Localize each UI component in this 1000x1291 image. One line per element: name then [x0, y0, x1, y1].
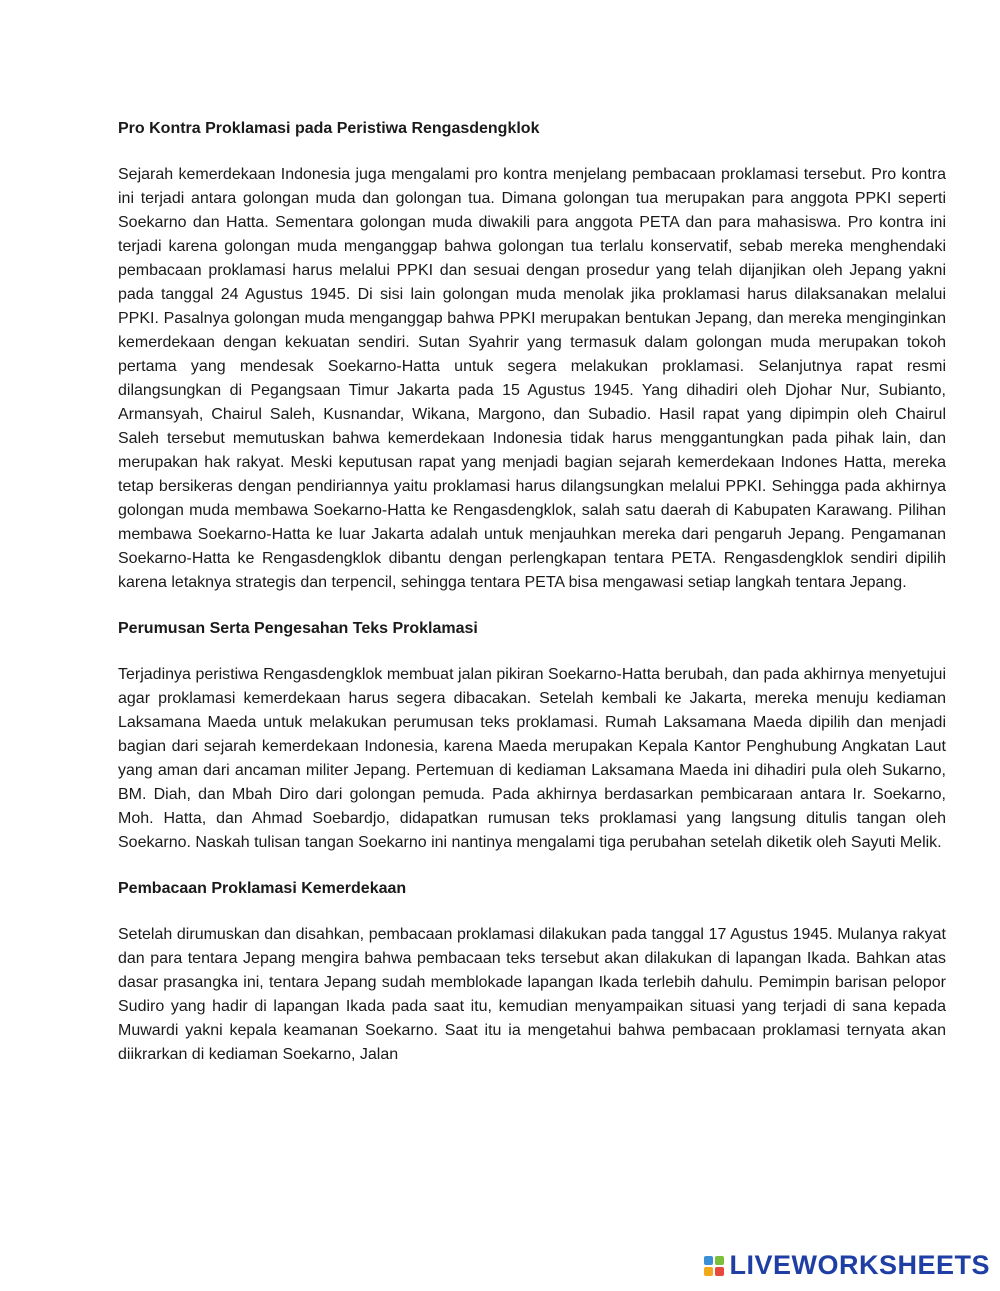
section-rengasdengklok	[118, 118, 946, 595]
logo-icon-block	[715, 1267, 724, 1276]
logo-icon-block	[704, 1256, 713, 1265]
liveworksheets-logo-icon	[704, 1256, 724, 1276]
section-title: Perumusan Serta Pengesahan Teks Proklamasi	[118, 620, 478, 637]
section-paragraph: Sejarah kemerdekaan Indonesia juga mengalami pro kontra menjelang pembacaan proklamasi tersebut. Pro kontra ini terjadi antara golongan muda dan golongan tua. Dimana golongan tua merupakan para anggota PPKI seperti Soekarno dan Hatta. Sementara golongan muda diwakili para anggota PETA dan para mahasiswa. Pro kontra ini terjadi karena golongan muda menganggap bahwa golongan tua terlalu konservatif, sebab mereka menghendaki pembacaan proklamasi harus melalui PPKI dan sesuai dengan prosedur yang telah dijanjikan oleh Jepang yakni pada tanggal 24 Agustus 1945. Di sisi lain golongan muda menolak jika proklamasi harus dilaksanakan melalui PPKI. Pasalnya golongan muda menganggap bahwa PPKI merupakan bentukan Jepang, dan mereka menginginkan kemerdekaan dengan kekuatan sendiri. Sutan Syahrir yang termasuk dalam golongan muda merupakan tokoh pertama yang mendesak Soekarno-Hatta untuk segera melakukan proklamasi. Selanjutnya rapat resmi dilangsungkan di Pegangsaan Timur Jakarta pada 15 Agustus 1945. Yang dihadiri oleh Djohar Nur, Subianto, Armansyah, Chairul Saleh, Kusnandar, Wikana, Margono, dan Subadio. Hasil rapat yang dipimpin oleh Chairul Saleh tersebut memutuskan bahwa kemerdekaan Indonesia tidak harus menggantungkan pada pihak lain, dan merupakan hak rakyat. Meski keputusan rapat yang menjadi bagian sejarah kemerdekaan Indones Hatta, mereka tetap bersikeras dengan pendiriannya yaitu proklamasi harus dilangsungkan melalui PPKI. Sehingga pada akhirnya golongan muda membawa Soekarno-Hatta ke Rengasdengklok, salah satu daerah di Kabupaten Karawang. Pilihan membawa Soekarno-Hatta ke luar Jakarta adalah untuk menjauhkan mereka dari pengaruh Jepang. Pengamanan Soekarno-Hatta ke Rengasdengklok dibantu dengan perlengkapan tentara PETA. Rengasdengklok sendiri dipilih karena letaknya strategis dan terpencil, sehingga tentara PETA bisa mengawasi setiap langkah tentara Jepang.	[118, 166, 946, 591]
section-title: Pro Kontra Proklamasi pada Peristiwa Rengasdengklok	[118, 120, 540, 137]
logo-icon-block	[704, 1267, 713, 1276]
logo-text: LIVEWORKSHEETS	[729, 1250, 990, 1280]
liveworksheets-logo[interactable]	[704, 1252, 990, 1279]
section-paragraph: Terjadinya peristiwa Rengasdengklok membuat jalan pikiran Soekarno-Hatta berubah, dan pada akhirnya menyetujui agar proklamasi kemerdekaan harus segera dibacakan. Setelah kembali ke Jakarta, mereka menuju kediaman Laksamana Maeda untuk melakukan perumusan teks proklamasi. Rumah Laksamana Maeda dipilih dan menjadi bagian dari sejarah kemerdekaan Indonesia, karena Maeda merupakan Kepala Kantor Penghubung Angkatan Laut yang aman dari ancaman militer Jepang. Pertemuan di kediaman Laksamana Maeda ini dihadiri pula oleh Sukarno, BM. Diah, dan Mbah Diro dari golongan pemuda. Pada akhirnya berdasarkan pembicaraan antara Ir. Soekarno, Moh. Hatta, dan Ahmad Soebardjo, didapatkan rumusan teks proklamasi yang langsung ditulis tangan oleh Soekarno. Naskah tulisan tangan Soekarno ini nantinya mengalami tiga perubahan setelah diketik oleh Sayuti Melik.	[118, 666, 946, 851]
document-body	[118, 118, 946, 1067]
section-perumusan	[118, 618, 946, 855]
section-pembacaan	[118, 878, 946, 1067]
section-paragraph: Setelah dirumuskan dan disahkan, pembacaan proklamasi dilakukan pada tanggal 17 Agustus 1945. Mulanya rakyat dan para tentara Jepang mengira bahwa pembacaan teks tersebut akan dilakukan di lapangan Ikada. Bahkan atas dasar prasangka ini, tentara Jepang sudah memblokade lapangan Ikada terlebih dahulu. Pemimpin barisan pelopor Sudiro yang hadir di lapangan Ikada pada saat itu, kemudian menyampaikan situasi yang terjadi di sana kepada Muwardi yakni kepala keamanan Soekarno. Saat itu ia mengetahui bahwa pembacaan proklamasi ternyata akan diikrarkan di kediaman Soekarno, Jalan	[118, 926, 946, 1063]
section-title: Pembacaan Proklamasi Kemerdekaan	[118, 880, 407, 897]
logo-icon-block	[715, 1256, 724, 1265]
